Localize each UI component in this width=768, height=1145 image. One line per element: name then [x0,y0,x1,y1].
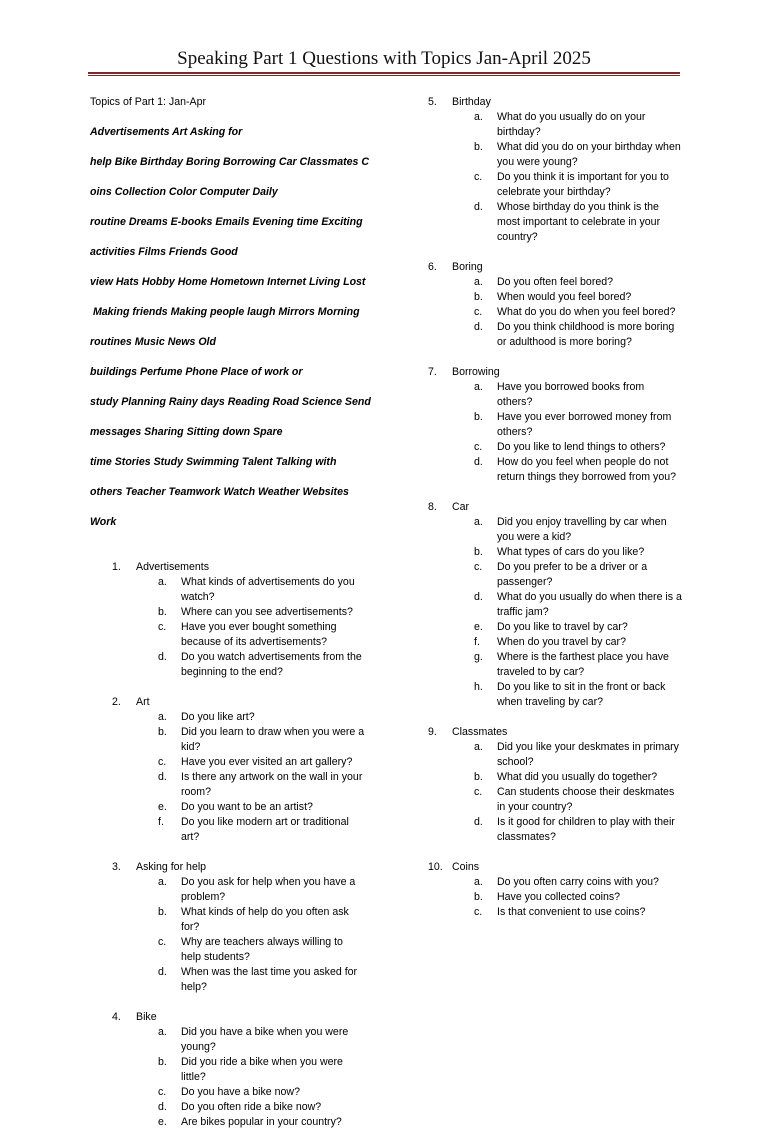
question-letter: a. [474,111,483,123]
section-number: 1. [112,561,121,573]
question-item [428,785,690,815]
question-item [90,770,380,800]
question-item [90,725,380,755]
question-text: Did you have a bike when you were young? [181,1026,349,1053]
question-item [90,650,380,680]
question-item [428,140,690,170]
question-item [90,905,380,935]
question-text: Do you have a bike now? [181,1086,300,1098]
question-letter: b. [474,771,483,783]
question-text: What did you usually do together? [497,771,658,783]
question-section [90,1010,380,1130]
question-item [428,110,690,140]
section-title: Birthday [452,96,491,108]
question-text: Have you collected coins? [497,891,621,903]
question-text: What did you do on your birthday when you were young? [497,141,681,168]
topics-line: routine Dreams E-books Emails Evening time Exciting [90,216,363,228]
topics-line: help Bike Birthday Boring Borrowing Car Classmates C [90,156,370,168]
question-text: Where is the farthest place you have traveled to by car? [497,651,669,678]
question-item [90,965,380,995]
question-letter: e. [474,621,483,633]
question-letter: d. [474,456,483,468]
question-item [428,815,690,845]
question-section [428,365,690,485]
question-text: Do you like art? [181,711,255,723]
question-item [428,905,690,920]
question-letter: c. [474,906,483,918]
section-heading [428,500,690,515]
question-letter: c. [474,306,483,318]
question-item [428,410,690,440]
section-title: Art [136,696,150,708]
question-letter: c. [474,171,483,183]
question-text: Do you ask for help when you have a problem? [181,876,356,903]
question-text: Is that convenient to use coins? [497,906,646,918]
question-text: Is there any artwork on the wall in your room? [181,771,363,798]
section-number: 9. [428,726,437,738]
question-letter: b. [474,291,483,303]
question-item [428,515,690,545]
left-sections [90,560,380,1130]
question-letter: c. [158,621,167,633]
question-text: What do you do when you feel bored? [497,306,676,318]
topics-line: messages Sharing Sitting down Spare [90,426,283,438]
question-item [90,935,380,965]
question-letter: c. [474,441,483,453]
question-text: Do you like modern art or traditional art? [181,816,349,843]
question-letter: b. [158,726,167,738]
question-letter: a. [158,576,167,588]
question-text: Is it good for children to play with their classmates? [497,816,675,843]
question-letter: h. [474,681,483,693]
section-number: 6. [428,261,437,273]
question-letter: g. [474,651,483,663]
question-letter: b. [474,411,483,423]
question-text: Have you ever visited an art gallery? [181,756,353,768]
question-text: What kinds of help do you often ask for? [181,906,349,933]
question-letter: b. [158,1056,167,1068]
section-heading [90,1010,380,1025]
question-text: Do you prefer to be a driver or a passenger? [497,561,648,588]
topics-list [90,110,380,545]
question-letter: a. [158,711,167,723]
question-text: Do you want to be an artist? [181,801,313,813]
section-title: Classmates [452,726,508,738]
question-letter: a. [474,516,483,528]
question-item [90,1025,380,1055]
question-item [90,710,380,725]
question-letter: c. [474,561,483,573]
question-letter: c. [158,1086,167,1098]
topics-line: time Stories Study Swimming Talent Talking with [90,456,337,468]
question-text: Do you often feel bored? [497,276,614,288]
right-column [428,95,690,935]
question-letter: d. [158,1101,167,1113]
title-rule-thick [88,72,680,74]
question-letter: a. [158,1026,167,1038]
question-letter: a. [474,276,483,288]
section-heading [90,860,380,875]
question-letter: a. [474,741,483,753]
question-text: How do you feel when people do not return things they borrowed from you? [497,456,677,483]
question-section [428,500,690,710]
question-letter: a. [474,876,483,888]
topics-line: activities Films Friends Good [90,246,238,258]
section-number: 5. [428,96,437,108]
question-letter: d. [474,591,483,603]
question-letter: b. [474,141,483,153]
question-text: Do you like to lend things to others? [497,441,666,453]
section-title: Bike [136,1011,157,1023]
question-letter: e. [158,1116,167,1128]
question-item [428,275,690,290]
question-letter: b. [158,606,167,618]
question-item [90,620,380,650]
section-heading [428,365,690,380]
question-item [428,890,690,905]
question-item [90,815,380,845]
question-text: Can students choose their deskmates in your country? [497,786,675,813]
question-item [90,1115,380,1130]
question-text: Do you think it is important for you to celebrate your birthday? [497,171,669,198]
question-item [428,590,690,620]
question-text: Whose birthday do you think is the most important to celebrate in your country? [497,201,661,243]
topics-line: others Teacher Teamwork Watch Weather Websites [90,486,349,498]
page-title: Speaking Part 1 Questions with Topics Jan-April 2025 [177,48,591,69]
title-rule-thin [88,75,680,76]
question-item [428,290,690,305]
topics-line: Work [90,516,117,528]
section-number: 2. [112,696,121,708]
topics-line: oins Collection Color Computer Daily [90,186,278,198]
question-letter: a. [474,381,483,393]
question-text: What kinds of advertisements do you watch? [181,576,355,603]
section-number: 7. [428,366,437,378]
question-letter: d. [474,321,483,333]
question-letter: d. [158,966,167,978]
question-item [428,680,690,710]
question-item [428,455,690,485]
question-item [90,605,380,620]
question-item [428,620,690,635]
question-letter: f. [474,636,480,648]
question-text: Are bikes popular in your country? [181,1116,342,1128]
question-item [90,875,380,905]
topics-line: Making friends Making people laugh Mirrors Morning [90,306,360,318]
section-heading [428,260,690,275]
question-text: Do you watch advertisements from the beginning to the end? [181,651,362,678]
topics-line: Advertisements Art Asking for [90,126,243,138]
question-item [428,740,690,770]
question-text: Did you learn to draw when you were a kid? [181,726,365,753]
section-heading [428,725,690,740]
question-text: What do you usually do on your birthday? [497,111,646,138]
section-heading [90,695,380,710]
question-section [428,95,690,245]
question-item [90,1100,380,1115]
question-section [90,560,380,680]
question-text: Where can you see advertisements? [181,606,353,618]
question-section [90,695,380,845]
question-item [90,1055,380,1085]
question-item [90,800,380,815]
question-item [90,1085,380,1100]
question-text: Why are teachers always willing to help students? [181,936,343,963]
question-text: Have you borrowed books from others? [497,381,645,408]
question-item [428,380,690,410]
question-letter: e. [158,801,167,813]
question-letter: b. [474,546,483,558]
section-title: Car [452,501,470,513]
question-item [428,305,690,320]
question-item [428,875,690,890]
question-section [428,260,690,350]
question-letter: c. [158,936,167,948]
question-letter: b. [158,906,167,918]
section-heading [428,860,690,875]
section-title: Coins [452,861,480,873]
question-item [428,440,690,455]
question-letter: d. [474,816,483,828]
question-item [428,635,690,650]
section-number: 4. [112,1011,121,1023]
section-heading [90,560,380,575]
question-letter: a. [158,876,167,888]
question-text: Did you enjoy travelling by car when you were a kid? [497,516,667,543]
topics-line: routines Music News Old [90,336,216,348]
question-text: Have you ever borrowed money from others? [497,411,672,438]
question-text: Did you ride a bike when you were little? [181,1056,343,1083]
question-item [90,755,380,770]
question-item [428,170,690,200]
question-text: Do you often ride a bike now? [181,1101,322,1113]
question-text: What types of cars do you like? [497,546,645,558]
question-item [428,320,690,350]
question-text: Do you like to travel by car? [497,621,628,633]
question-item [428,770,690,785]
question-text: When do you travel by car? [497,636,626,648]
question-item [428,650,690,680]
question-item [428,545,690,560]
section-title: Boring [452,261,483,273]
question-text: Do you think childhood is more boring or adulthood is more boring? [497,321,675,348]
question-text: When would you feel bored? [497,291,632,303]
question-letter: d. [474,201,483,213]
section-number: 10. [428,861,443,873]
topics-intro-label: Topics of Part 1: Jan-Apr [90,96,206,108]
topics-line: study Planning Rainy days Reading Road Science Send [90,396,371,408]
section-title: Borrowing [452,366,500,378]
left-column [90,95,380,1145]
topics-line: buildings Perfume Phone Place of work or [90,366,303,378]
question-text: Have you ever bought something because of its advertisements? [181,621,337,648]
section-heading [428,95,690,110]
question-text: Do you often carry coins with you? [497,876,659,888]
question-text: When was the last time you asked for help? [181,966,358,993]
question-item [90,575,380,605]
question-text: What do you usually do when there is a traffic jam? [497,591,682,618]
question-text: Do you like to sit in the front or back when traveling by car? [497,681,666,708]
section-number: 8. [428,501,437,513]
question-section [428,860,690,920]
topics-line: view Hats Hobby Home Hometown Internet Living Lost [90,276,366,288]
question-item [428,200,690,245]
question-letter: c. [158,756,167,768]
right-sections [428,95,690,920]
question-letter: c. [474,786,483,798]
question-section [428,725,690,845]
section-title: Advertisements [136,561,210,573]
section-title: Asking for help [136,861,207,873]
question-letter: d. [158,771,167,783]
question-text: Did you like your deskmates in primary school? [497,741,679,768]
question-letter: b. [474,891,483,903]
question-letter: d. [158,651,167,663]
question-letter: f. [158,816,164,828]
question-section [90,860,380,995]
question-item [428,560,690,590]
section-number: 3. [112,861,121,873]
